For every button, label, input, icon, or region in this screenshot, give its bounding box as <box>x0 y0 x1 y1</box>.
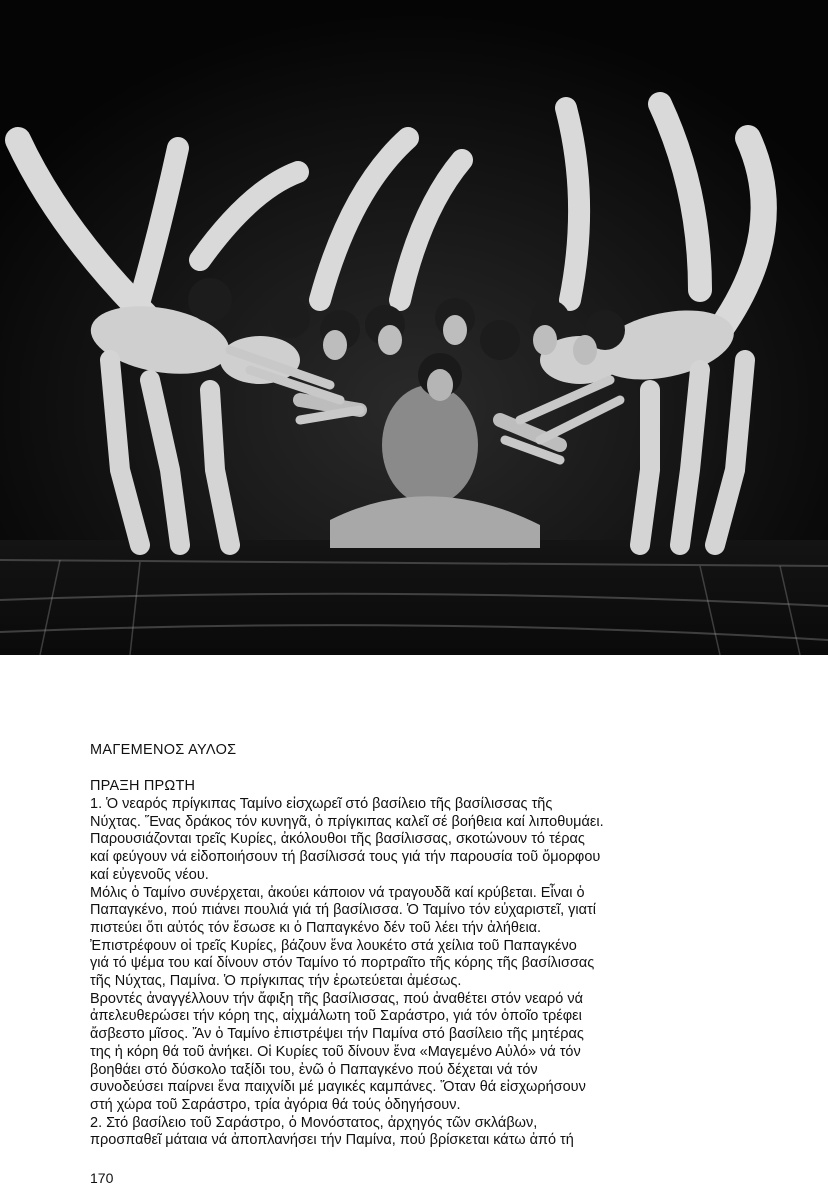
text-line: Ἐπιστρέφουν οἱ τρεῖς Κυρίες, βάζουν ἕνα λουκέτο στά χείλια τοῦ Παπαγκένο <box>90 937 577 954</box>
text-line: Βροντές ἀναγγέλλουν τήν ἄφιξη τῆς βασίλισσας, πού ἀναθέτει στόν νεαρό νά <box>90 990 584 1007</box>
text-line: στή χώρα τοῦ Σαράστρο, τρία ἀγόρια θά τούς ὁδηγήσουν. <box>90 1096 461 1113</box>
text-line: καί φεύγουν νά εἰδοποιήσουν τή βασίλισσά τους γιά τήν παρουσία τοῦ ὄμορφου <box>90 849 601 866</box>
text-line: Παπαγκένο, πού πιάνει πουλιά γιά τή βασίλισσα. Ὁ Ταμίνο τόν εὐχαριστεῖ, γιατί <box>90 902 596 919</box>
text-line: προσπαθεῖ μάταια νά ἀποπλανήσει τήν Παμίνα, πού βρίσκεται κάτω ἀπό τή <box>90 1132 574 1149</box>
text-line: 1. Ὁ νεαρός πρίγκιπας Ταμίνο εἰσχωρεῖ στό βασίλειο τῆς βασίλισσας τῆς <box>90 796 553 812</box>
synopsis-text <box>90 796 770 1150</box>
text-line: ἄσβεστο μῖσος. Ἄν ὁ Ταμίνο ἐπιστρέψει τήν Παμίνα στό βασίλειο τῆς μητέρας <box>90 1026 584 1043</box>
page-number: 170 <box>90 1170 114 1186</box>
text-line: ἀπελευθερώσει τήν κόρη της, αἰχμάλωτη τοῦ Σαράστρο, γιά τόν ὁποῖο τρέφει <box>90 1008 582 1025</box>
text-line: της ἡ κόρη θά τοῦ ἀνήκει. Οἱ Κυρίες τοῦ δίνουν ἕνα «Μαγεμένο Αὐλό» νά τόν <box>90 1043 581 1060</box>
act-title: ΠΡΑΞΗ ΠΡΩΤΗ <box>90 778 196 794</box>
text-line: Μόλις ὁ Ταμίνο συνέρχεται, ἀκούει κάποιον νά τραγουδᾶ καί κρύβεται. Εἶναι ὁ <box>90 884 585 901</box>
page-title: ΜΑΓΕΜΕΝΟΣ ΑΥΛΟΣ <box>90 742 237 758</box>
text-line: Νύχτας. Ἕνας δράκος τόν κυνηγᾶ, ὁ πρίγκιπας καλεῖ σέ βοήθεια καί λιποθυμάει. <box>90 813 604 830</box>
text-line: συνοδεύσει παίρνει ἕνα παιχνίδι μέ μαγικές καμπάνες. Ὅταν θά εἰσχωρήσουν <box>90 1079 586 1096</box>
text-line: καί εὐγενοῦς νέου. <box>90 866 209 883</box>
text-line: πιστεύει ὅτι αὐτός τόν ἔσωσε κι ὁ Παπαγκένο δέν τοῦ λέει τήν ἀλήθεια. <box>90 919 542 936</box>
text-line: βοηθάει στό δύσκολο ταξίδι του, ἐνῶ ὁ Παπαγκένο πού δέχεται νά τόν <box>90 1061 538 1078</box>
text-line: τῆς Νύχτας, Παμίνα. Ὁ πρίγκιπας τήν ἐρωτεύεται ἀμέσως. <box>90 973 462 990</box>
text-line: 2. Στό βασίλειο τοῦ Σαράστρο, ὁ Μονόστατος, ἀρχηγός τῶν σκλάβων, <box>90 1114 538 1131</box>
text-line: γιά τό ψέμα του καί δίνουν στόν Ταμίνο τό πορτραῖτο τῆς κόρης τῆς βασίλισσας <box>90 955 595 972</box>
text-line: Παρουσιάζονται τρεῖς Κυρίες, ἀκόλουθοι τῆς βασίλισσας, σκοτώνουν τό τέρας <box>90 831 585 848</box>
